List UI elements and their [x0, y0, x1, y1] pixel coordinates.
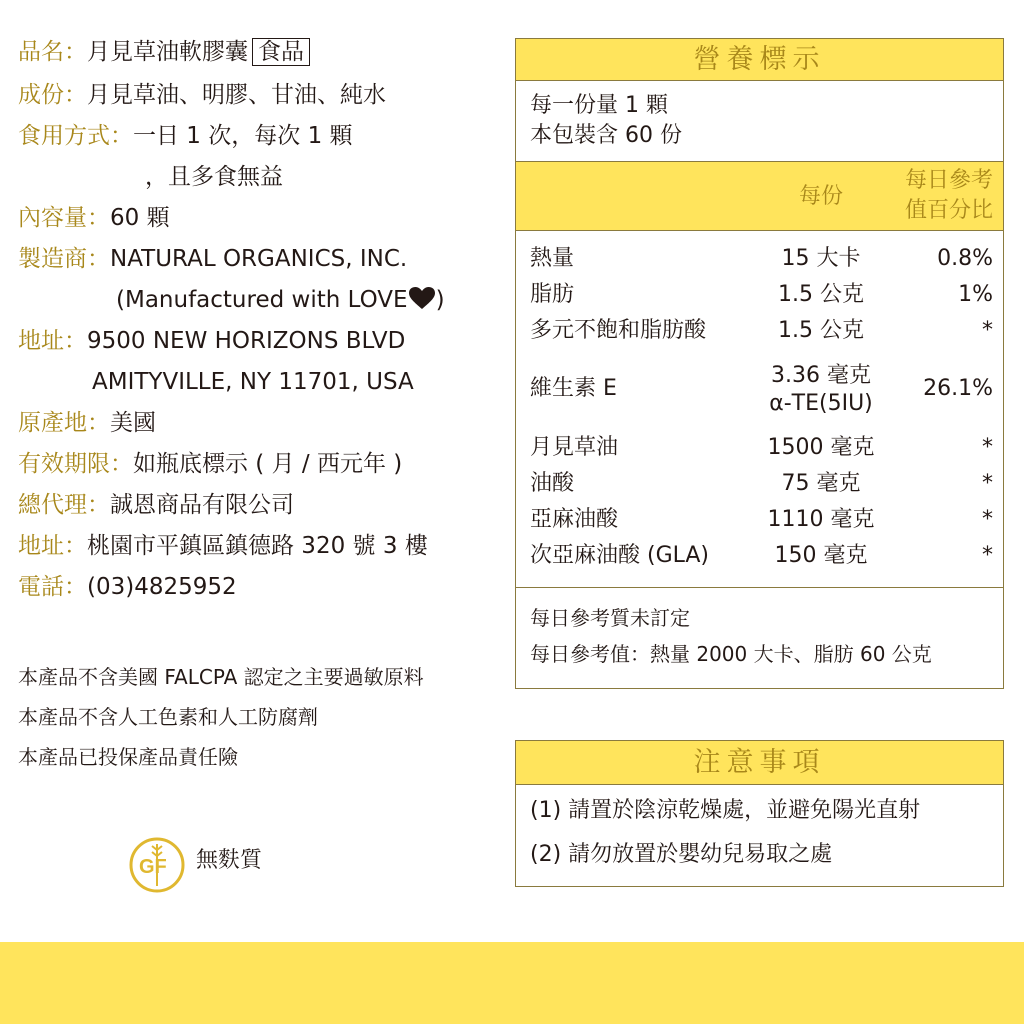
maker-label: 製造商： [18, 246, 110, 272]
nutrient-amount: 15 大卡 [781, 246, 861, 271]
nutrient-amount: 1.5 公克 [778, 318, 864, 343]
dv-reference-note: 每日參考值：熱量 2000 大卡、脂肪 60 公克 [530, 642, 932, 666]
gf-badge-text: GF [139, 856, 167, 878]
nutrient-dv: * [982, 471, 993, 496]
caution-panel [515, 740, 1004, 887]
nutrient-dv: 26.1% [923, 376, 993, 401]
nutrition-panel [515, 38, 1004, 689]
maker-address-line [18, 326, 405, 356]
caution-item: (1) 請置於陰涼乾燥處，並避免陽光直射 [530, 798, 921, 823]
content-value: 60 顆 [110, 205, 170, 231]
maker-line [18, 244, 407, 274]
maker-address-line-2 [92, 367, 414, 397]
phone-line [18, 572, 237, 602]
expiry-line [18, 449, 402, 479]
nutrient-dv: * [982, 318, 993, 343]
nutrient-amount: 1.5 公克 [778, 282, 864, 307]
gluten-free-badge [128, 836, 186, 898]
nutrient-name: 熱量 [530, 246, 575, 271]
ingredients-label: 成份： [18, 82, 87, 108]
product-name-value: 月見草油軟膠囊 [87, 39, 248, 65]
nutrition-row [516, 361, 1003, 421]
agent-label: 總代理： [18, 492, 110, 518]
nutrient-name: 亞麻油酸 [530, 507, 619, 532]
col-per-serving: 每份 [798, 184, 843, 209]
content-line [18, 203, 170, 233]
ingredients-line [18, 80, 386, 110]
nutrient-amount-line2: α-TE(5IU) [769, 391, 873, 416]
maker-address-value-1: 9500 NEW HORIZONS BLVD [87, 328, 406, 354]
nutrition-title: 營養標示 [516, 39, 1003, 81]
nutrient-name: 月見草油 [530, 435, 619, 460]
usage-value-line2: ，且多食無益 [145, 164, 283, 190]
nutrient-amount: 75 毫克 [781, 471, 861, 496]
servings-per-pack: 本包裝含 60 份 [530, 123, 682, 148]
col-dv-line1: 每日參考 [904, 168, 993, 193]
nutrient-dv: 1% [958, 282, 993, 307]
product-name-label: 品名： [18, 39, 87, 65]
origin-value: 美國 [110, 410, 156, 436]
usage-line-2 [145, 162, 283, 192]
maker-note-close: ) [435, 287, 445, 313]
nutrient-name: 脂肪 [530, 282, 575, 307]
phone-value: (03)4825952 [87, 574, 237, 600]
usage-line [18, 121, 353, 151]
origin-label: 原產地： [18, 410, 110, 436]
agent-address-label: 地址： [18, 533, 87, 559]
caution-item: (2) 請勿放置於嬰幼兒易取之處 [530, 842, 833, 867]
nutrient-dv: * [982, 507, 993, 532]
ingredients-value: 月見草油、明膠、甘油、純水 [87, 82, 386, 108]
agent-address-value: 桃園市平鎮區鎮德路 320 號 3 樓 [87, 533, 428, 559]
nutrient-amount-line1: 3.36 毫克 [771, 363, 871, 388]
origin-line [18, 408, 156, 438]
agent-value: 誠恩商品有限公司 [110, 492, 294, 518]
food-badge: 食品 [252, 38, 310, 66]
heart-icon [408, 286, 436, 318]
nutrient-name: 油酸 [530, 471, 575, 496]
nutrient-amount: 1110 毫克 [767, 507, 875, 532]
maker-note-line [116, 285, 445, 318]
col-dv-line2: 值百分比 [904, 198, 993, 223]
gluten-free-label: 無麩質 [196, 848, 263, 873]
wheat-icon [128, 836, 186, 894]
nutrient-amount: 150 毫克 [774, 543, 868, 568]
nutrient-dv: 0.8% [937, 246, 993, 271]
serving-size: 每一份量 1 顆 [530, 93, 668, 118]
insurance-note: 本產品已投保產品責任險 [18, 745, 238, 769]
allergen-note: 本產品不含美國 FALCPA 認定之主要過敏原料 [18, 665, 424, 689]
nutrient-name: 次亞麻油酸 (GLA) [530, 543, 710, 568]
expiry-label: 有效期限： [18, 451, 133, 477]
nutrition-column-header [516, 161, 1003, 231]
nutrient-dv: * [982, 435, 993, 460]
usage-label: 食用方式： [18, 123, 133, 149]
nutrient-name: 多元不飽和脂肪酸 [530, 318, 707, 343]
additive-note: 本產品不含人工色素和人工防腐劑 [18, 705, 318, 729]
nutrient-amount: 1500 毫克 [767, 435, 875, 460]
bottom-color-band [0, 942, 1024, 1024]
maker-address-label: 地址： [18, 328, 87, 354]
maker-value: NATURAL ORGANICS, INC. [110, 246, 408, 272]
dv-undetermined-note: 每日參考質未訂定 [530, 606, 690, 630]
nutrient-name: 維生素 E [530, 376, 617, 401]
maker-address-value-2: AMITYVILLE, NY 11701, USA [92, 369, 414, 395]
nutrition-divider [516, 587, 1003, 588]
expiry-value: 如瓶底標示 ( 月 / 西元年 ) [133, 451, 403, 477]
maker-note-open: (Manufactured with LOVE [116, 287, 408, 313]
agent-line [18, 490, 294, 520]
content-label: 內容量： [18, 205, 110, 231]
product-name-line [18, 37, 310, 67]
usage-value-line1: 一日 1 次，每次 1 顆 [133, 123, 353, 149]
nutrient-dv: * [982, 543, 993, 568]
agent-address-line [18, 531, 428, 561]
phone-label: 電話： [18, 574, 87, 600]
caution-title: 注意事項 [516, 741, 1003, 785]
